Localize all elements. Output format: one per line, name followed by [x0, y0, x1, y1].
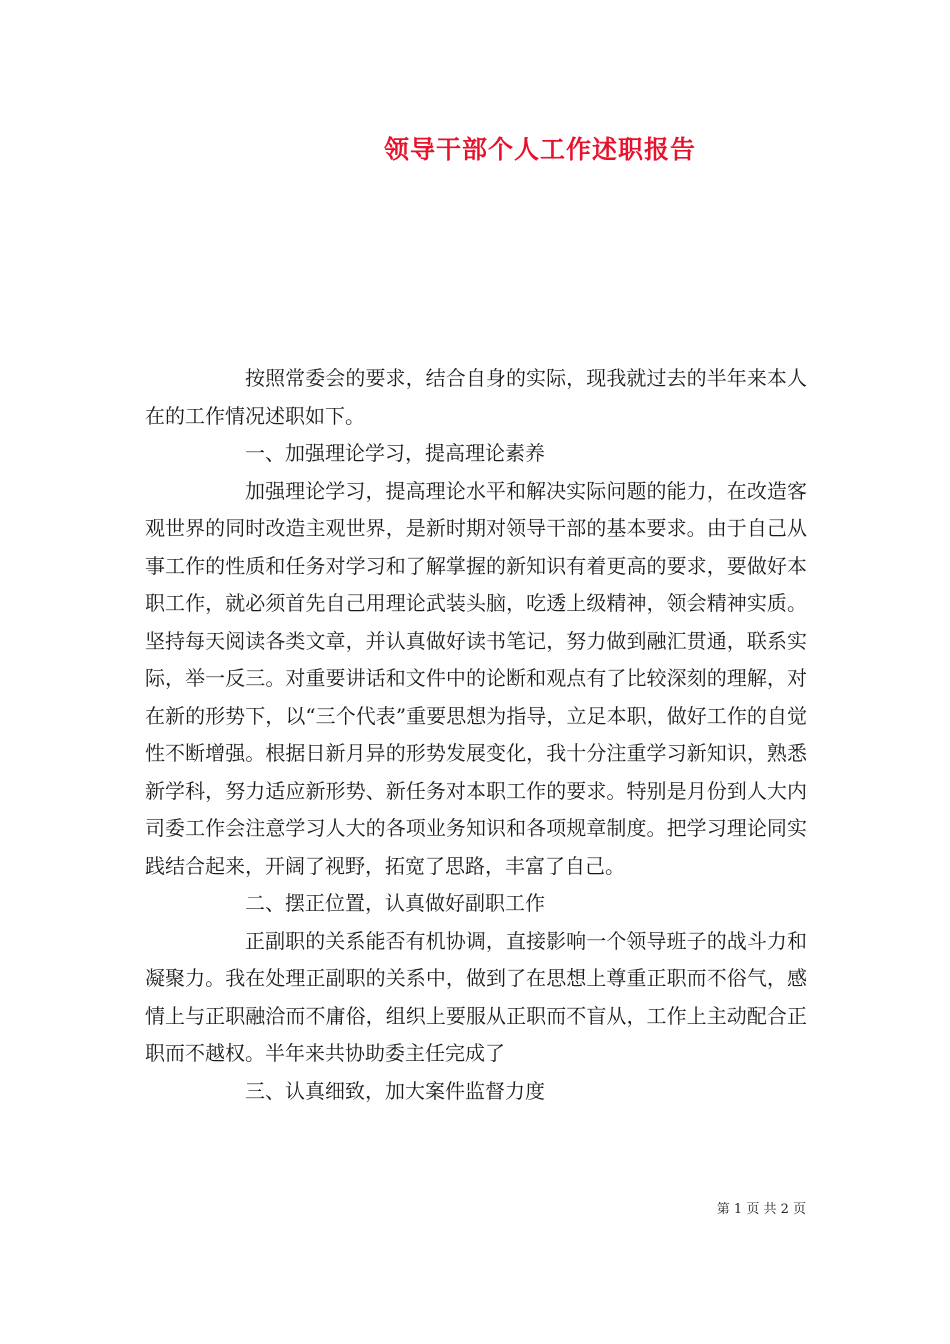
paragraph-intro: 按照常委会的要求，结合自身的实际，现我就过去的半年来本人在的工作情况述职如下。 — [145, 366, 807, 428]
section-heading-2: 二、摆正位置，认真做好副职工作 — [245, 891, 545, 915]
page-number: 第 1 页 共 2 页 — [716, 1202, 806, 1217]
paragraph-section-2: 正副职的关系能否有机协调，直接影响一个领导班子的战斗力和凝聚力。我在处理正副职的关系中，做到了在思想上尊重正职而不俗气，感情上与正职融洽而不庸俗，组织上要服从正职而不盲从，工作上主动配合正职而不越权。半年来共协助委主任完成了 — [145, 928, 807, 1065]
document-body — [145, 360, 807, 1110]
section-heading-3: 三、认真细致，加大案件监督力度 — [245, 1078, 545, 1103]
section-heading-1: 一、加强理论学习，提高理论素养 — [245, 441, 545, 465]
paragraph-section-1: 加强理论学习，提高理论水平和解决实际问题的能力，在改造客观世界的同时改造主观世界，是新时期对领导干部的基本要求。由于自己从事工作的性质和任务对学习和了解掌握的新知识有着更高的要求，要做好本职工作，就必须首先自己用理论武装头脑，吃透上级精神，领会精神实质。坚持每天阅读各类文章，并认真做好读书笔记，努力做到融汇贯通，联系实际，举一反三。对重要讲话和文件中的论断和观点有了比较深刻的理解，对在新的形势下，以“三个代表”重要思想为指导，立足本职，做好工作的自觉性不断增强。根据日新月异的形势发展变化，我十分注重学习新知识，熟悉新学科，努力适应新形势、新任务对本职工作的要求。特别是月份到人大内司委工作会注意学习人大的各项业务知识和各项规章制度。把学习理论同实践结合起来，开阔了视野，拓宽了思路，丰富了自己。 — [145, 478, 807, 878]
document-title: 领导干部个人工作述职报告 — [383, 135, 696, 164]
page-footer — [717, 1200, 806, 1220]
